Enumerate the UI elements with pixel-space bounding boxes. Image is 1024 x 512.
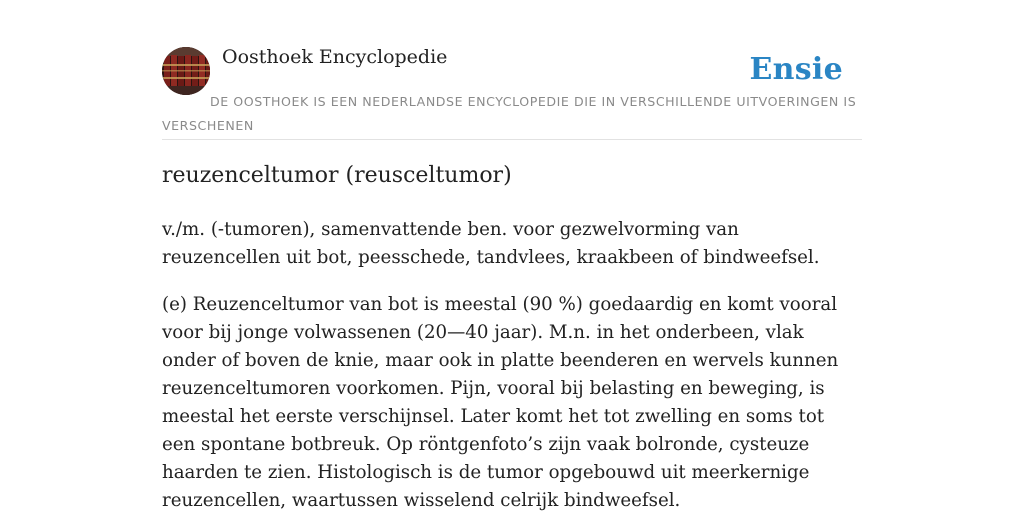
- brand-logo[interactable]: Ensie: [749, 52, 843, 87]
- site-tagline: DE OOSTHOEK IS EEN NEDERLANDSE ENCYCLOPEDIE DIE IN VERSCHILLENDE UITVOERINGEN IS VERSCHENEN: [162, 94, 857, 133]
- page-container: [162, 0, 862, 511]
- article-paragraph: v./m. (-tumoren), samenvattende ben. voor gezwelvorming van reuzencellen uit bot, peesschede, tandvlees, kraakbeen of bindweefsel.: [162, 219, 820, 268]
- encyclopedia-books-icon[interactable]: [162, 47, 210, 95]
- site-header: [162, 0, 862, 140]
- article-paragraph: (e) Reuzenceltumor van bot is meestal (90 %) goedaardig en komt vooral voor bij jonge volwassenen (20—40 jaar). M.n. in het onderbeen, vlak onder of boven de knie, maar ook in platte beenderen en wervels kunnen reuzenceltumoren voorkomen. Pijn, vooral bij belasting en beweging, is meestal het eerste verschijnsel. Later komt het tot zwelling en soms tot een spontane botbreuk. Op röntgenfoto’s zijn vaak bolronde, cysteuze haarden te zien. Histologisch is de tumor opgebouwd uit meerkernige reuzencellen, waartussen wisselend celrijk bindweefsel.: [162, 294, 839, 511]
- avatar-image: [162, 47, 210, 95]
- article-title: reuzenceltumor (reusceltumor): [162, 163, 512, 188]
- site-name[interactable]: Oosthoek Encyclopedie: [222, 46, 448, 68]
